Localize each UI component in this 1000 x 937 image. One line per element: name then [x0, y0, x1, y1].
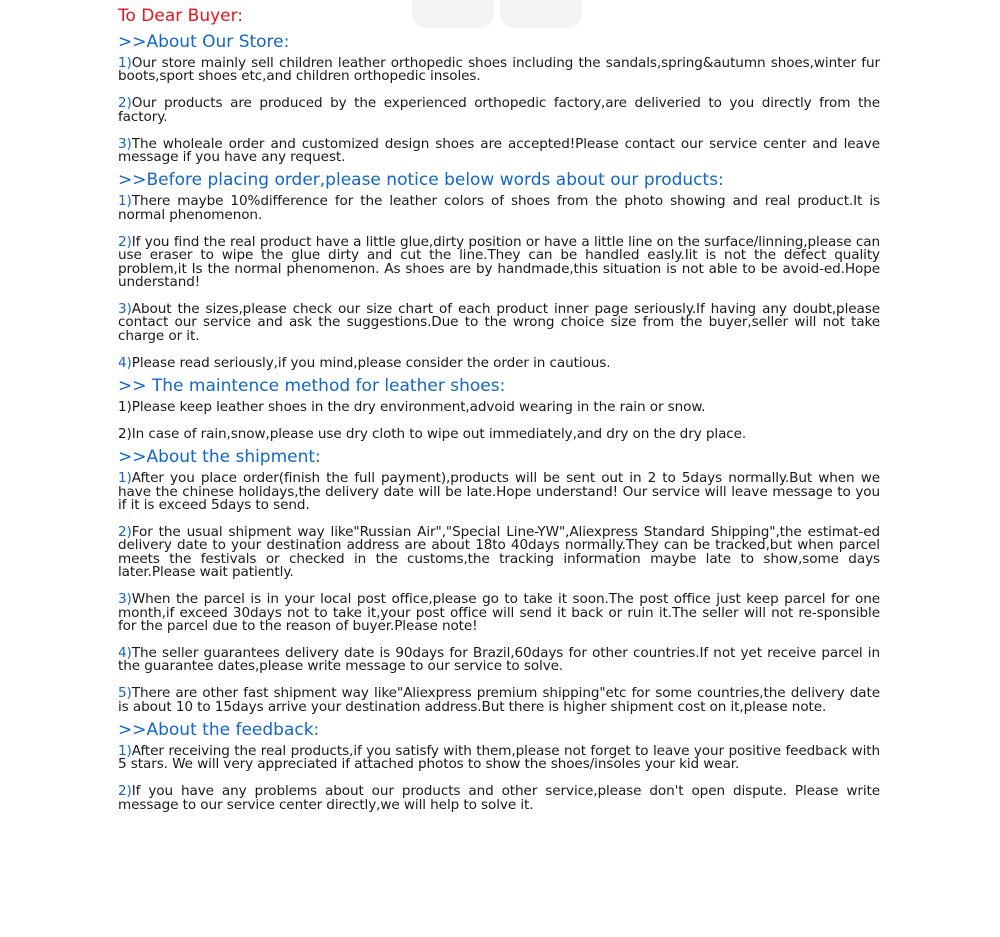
paragraph	[118, 195, 880, 222]
section-heading: >>Before placing order,please notice below words about our products:	[118, 170, 724, 191]
paragraph-text: Our store mainly sell children leather orthopedic shoes including the sandals,spring&autumn shoes,winter fur boots,sport shoes etc,and children orthopedic insoles.	[118, 55, 880, 85]
paragraph-text: Please read seriously,if you mind,please consider the order in cautious.	[131, 354, 611, 371]
item-number: 2)	[118, 425, 132, 442]
item-number: 1)	[118, 55, 132, 71]
item-number: 1)	[118, 743, 132, 759]
item-number: 1)	[118, 470, 132, 487]
item-number: 2)	[118, 233, 132, 250]
item-number: 3)	[118, 300, 132, 317]
paragraph	[118, 472, 880, 512]
paragraph-text: The wholeale order and customized design shoes are accepted!Please contact our service center and leave message if you have any request.	[118, 135, 880, 166]
paragraph-text: Please keep leather shoes in the dry environment,advoid wearing in the rain or snow.	[131, 399, 706, 415]
item-number: 3)	[118, 591, 132, 608]
paragraph-text: The seller guarantees delivery date is 90days for Brazil,60days for other countries.If not yet receive parcel in the guarantee dates,please write message to our service to solve.	[118, 644, 880, 675]
paragraph-text: If you find the real product have a little glue,dirty position or have a little line on the surface/linning,please can use eraser to wipe the glue dirty and cut the line.They can be handled easly.Iit is not the defect quality problem,it Is the normal phenomenon. As shoes are by handmade,this situation is not able to be avoid-ed.Hope understand!	[118, 233, 880, 290]
item-number: 2)	[118, 783, 132, 800]
paragraph	[118, 233, 880, 290]
section-heading: >> The maintence method for leather shoes:	[118, 376, 506, 396]
paragraph-text: After receiving the real products,if you satisfy with them,please not forget to leave your positive feedback with 5 stars. We will very appreciated if attached photos to show the shoes/insoles your kid wear.	[118, 743, 880, 773]
section-feedback	[118, 719, 880, 812]
paragraph-text: When the parcel is in your local post office,please go to take it soon.The post office just keep parcel for one month,if exceed 30days not to take it,your post office will send it back or ruin it.The seller will not re-sponsible for the parcel due to the reason of buyer.Please note!	[118, 591, 880, 634]
section-before-order	[118, 169, 880, 370]
item-number: 1)	[118, 399, 132, 415]
paragraph-text: About the sizes,please check our size chart of each product inner page seriously.If having any doubt,please contact our service and ask the suggestions.Due to the wrong choice size from the buyer,seller will not take charge or it.	[118, 300, 880, 344]
paragraph	[118, 425, 880, 442]
paragraph	[118, 687, 880, 714]
paragraph-text: For the usual shipment way like"Russian Air","Special Line-YW",Aliexpress Standard Shipping",the estimat-ed delivery date to your destination address are about 18to 40days normally.They can be tracked,but when parcel meets the festivals or checked in the customs,the tracking information maybe late to show,some days later.Please wait patiently.	[118, 524, 880, 581]
item-number: 2)	[118, 95, 132, 112]
greeting-title: To Dear Buyer:	[118, 6, 244, 26]
paragraph	[118, 785, 880, 812]
section-heading: >>About the feedback:	[118, 720, 320, 740]
section-about-store	[118, 31, 880, 164]
paragraph-text: There are other fast shipment way like"Aliexpress premium shipping"etc for some countries,the delivery date is about 10 to 15days arrive your destination address.But there is higher shipment cost on it,please note.	[118, 685, 880, 715]
buyer-notice-document	[118, 5, 880, 817]
paragraph	[118, 354, 880, 371]
item-number: 2)	[118, 524, 132, 541]
paragraph	[118, 526, 880, 580]
paragraph	[118, 57, 880, 84]
section-heading: >>About Our Store:	[118, 32, 290, 52]
paragraph	[118, 401, 880, 414]
paragraph	[118, 300, 880, 344]
paragraph	[118, 135, 880, 166]
paragraph	[118, 97, 880, 124]
item-number: 3)	[118, 135, 132, 152]
paragraph-text: After you place order(finish the full payment),products will be sent out in 2 to 5days normally.But when we have the chinese holidays,the delivery date will be late.Hope understand! Our service will leave message to you if it is exceed 5days to send.	[118, 470, 880, 514]
section-heading: >>About the shipment:	[118, 447, 321, 468]
item-number: 4)	[118, 644, 132, 661]
paragraph-text: Our products are produced by the experienced orthopedic factory,are deliveried to you directly from the factory.	[118, 95, 880, 125]
section-shipment	[118, 446, 880, 714]
paragraph-text: If you have any problems about our products and other service,please don't open dispute. Please write message to our service center directly,we will help to solve it.	[118, 783, 880, 813]
paragraph	[118, 644, 880, 675]
item-number: 1)	[118, 193, 132, 210]
item-number: 5)	[118, 685, 132, 702]
item-number: 4)	[118, 354, 132, 371]
paragraph	[118, 745, 880, 772]
paragraph-text: There maybe 10%difference for the leather colors of shoes from the photo showing and real product.It is normal phenomenon.	[118, 193, 880, 223]
paragraph-text: In case of rain,snow,please use dry cloth to wipe out immediately,and dry on the dry place.	[131, 425, 747, 442]
paragraph	[118, 593, 880, 633]
section-maintenance	[118, 375, 880, 441]
